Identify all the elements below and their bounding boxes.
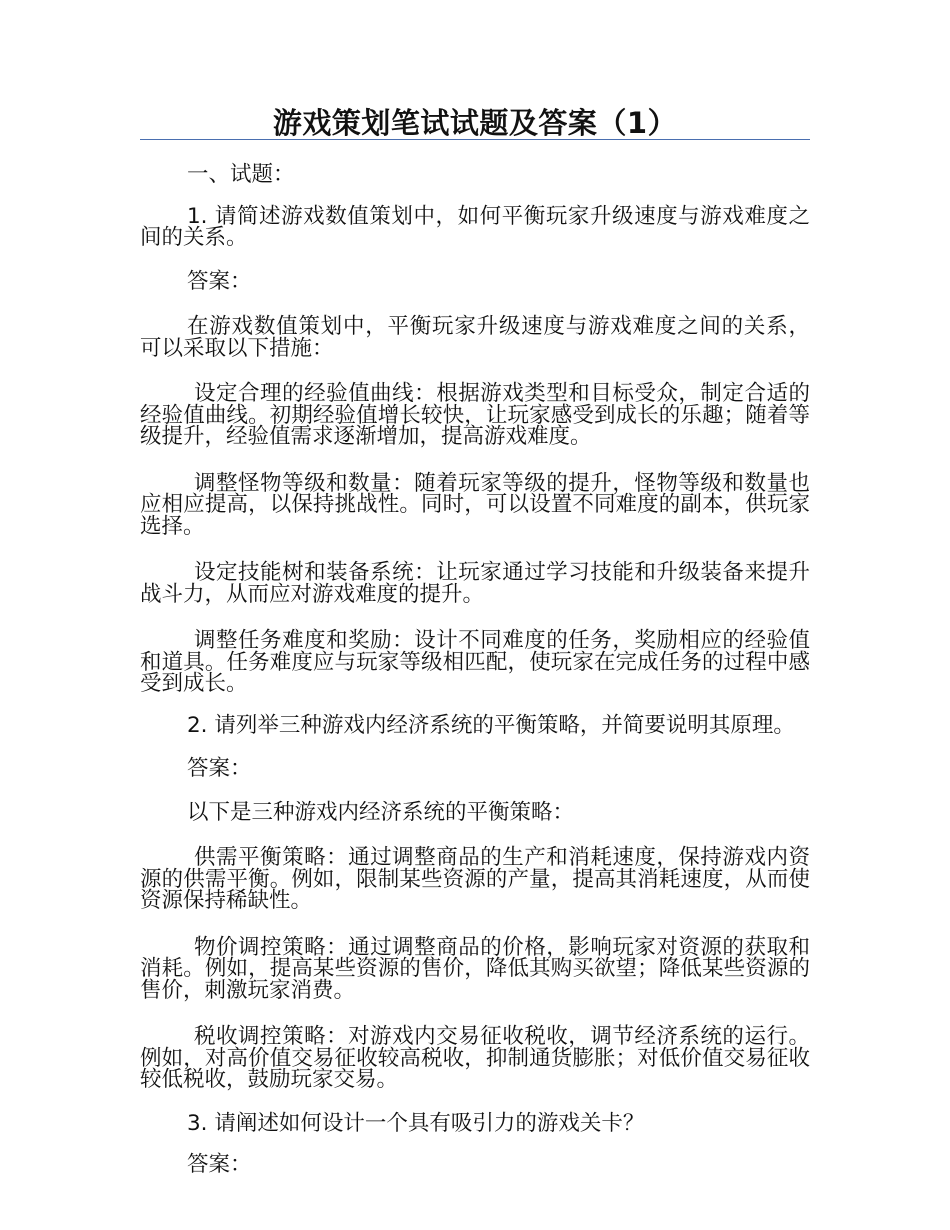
answer-label-1: 答案： xyxy=(187,268,252,294)
answer-1-point-4: 调整任务难度和奖励：设计不同难度的任务，奖励相应的经验值和道具。任务难度应与玩家等级相匹配，使玩家在完成任务的过程中感受到成长。 xyxy=(140,628,810,696)
document-body xyxy=(140,156,810,1176)
answer-2-point-1: 供需平衡策略：通过调整商品的生产和消耗速度，保持游戏内资源的供需平衡。例如，限制某些资源的产量，提高其消耗速度，从而使资源保持稀缺性。 xyxy=(140,845,810,913)
question-1: 1. 请简述游戏数值策划中，如何平衡玩家升级速度与游戏难度之间的关系。 xyxy=(140,203,810,250)
answer-1-intro: 在游戏数值策划中，平衡玩家升级速度与游戏难度之间的关系，可以采取以下措施： xyxy=(140,314,810,361)
section-heading: 一、试题： xyxy=(187,162,295,187)
question-2: 2. 请列举三种游戏内经济系统的平衡策略，并简要说明其原理。 xyxy=(187,712,795,738)
answer-1-point-1: 设定合理的经验值曲线：根据游戏类型和目标受众，制定合适的经验值曲线。初期经验值增长较快，让玩家感受到成长的乐趣；随着等级提升，经验值需求逐渐增加，提高游戏难度。 xyxy=(140,381,810,449)
question-3: 3. 请阐述如何设计一个具有吸引力的游戏关卡？ xyxy=(187,1110,645,1136)
document-title: 游戏策划笔试试题及答案（1） xyxy=(272,106,678,140)
answer-2-point-3: 税收调控策略：对游戏内交易征收税收，调节经济系统的运行。例如，对高价值交易征收较高税收，抑制通货膨胀；对低价值交易征收较低税收，鼓励玩家交易。 xyxy=(140,1024,810,1092)
answer-1-point-2: 调整怪物等级和数量：随着玩家等级的提升，怪物等级和数量也应相应提高，以保持挑战性。同时，可以设置不同难度的副本，供玩家选择。 xyxy=(140,470,810,539)
answer-label-2: 答案： xyxy=(187,756,252,781)
answer-2-point-2: 物价调控策略：通过调整商品的价格，影响玩家对资源的获取和消耗。例如，提高某些资源的售价，降低其购买欲望；降低某些资源的售价，刺激玩家消费。 xyxy=(140,934,810,1003)
answer-label-3: 答案： xyxy=(187,1152,252,1177)
title-underline xyxy=(140,139,810,140)
answer-2-intro: 以下是三种游戏内经济系统的平衡策略： xyxy=(187,799,575,825)
answer-1-point-3: 设定技能树和装备系统：让玩家通过学习技能和升级装备来提升战斗力，从而应对游戏难度的提升。 xyxy=(140,560,810,607)
